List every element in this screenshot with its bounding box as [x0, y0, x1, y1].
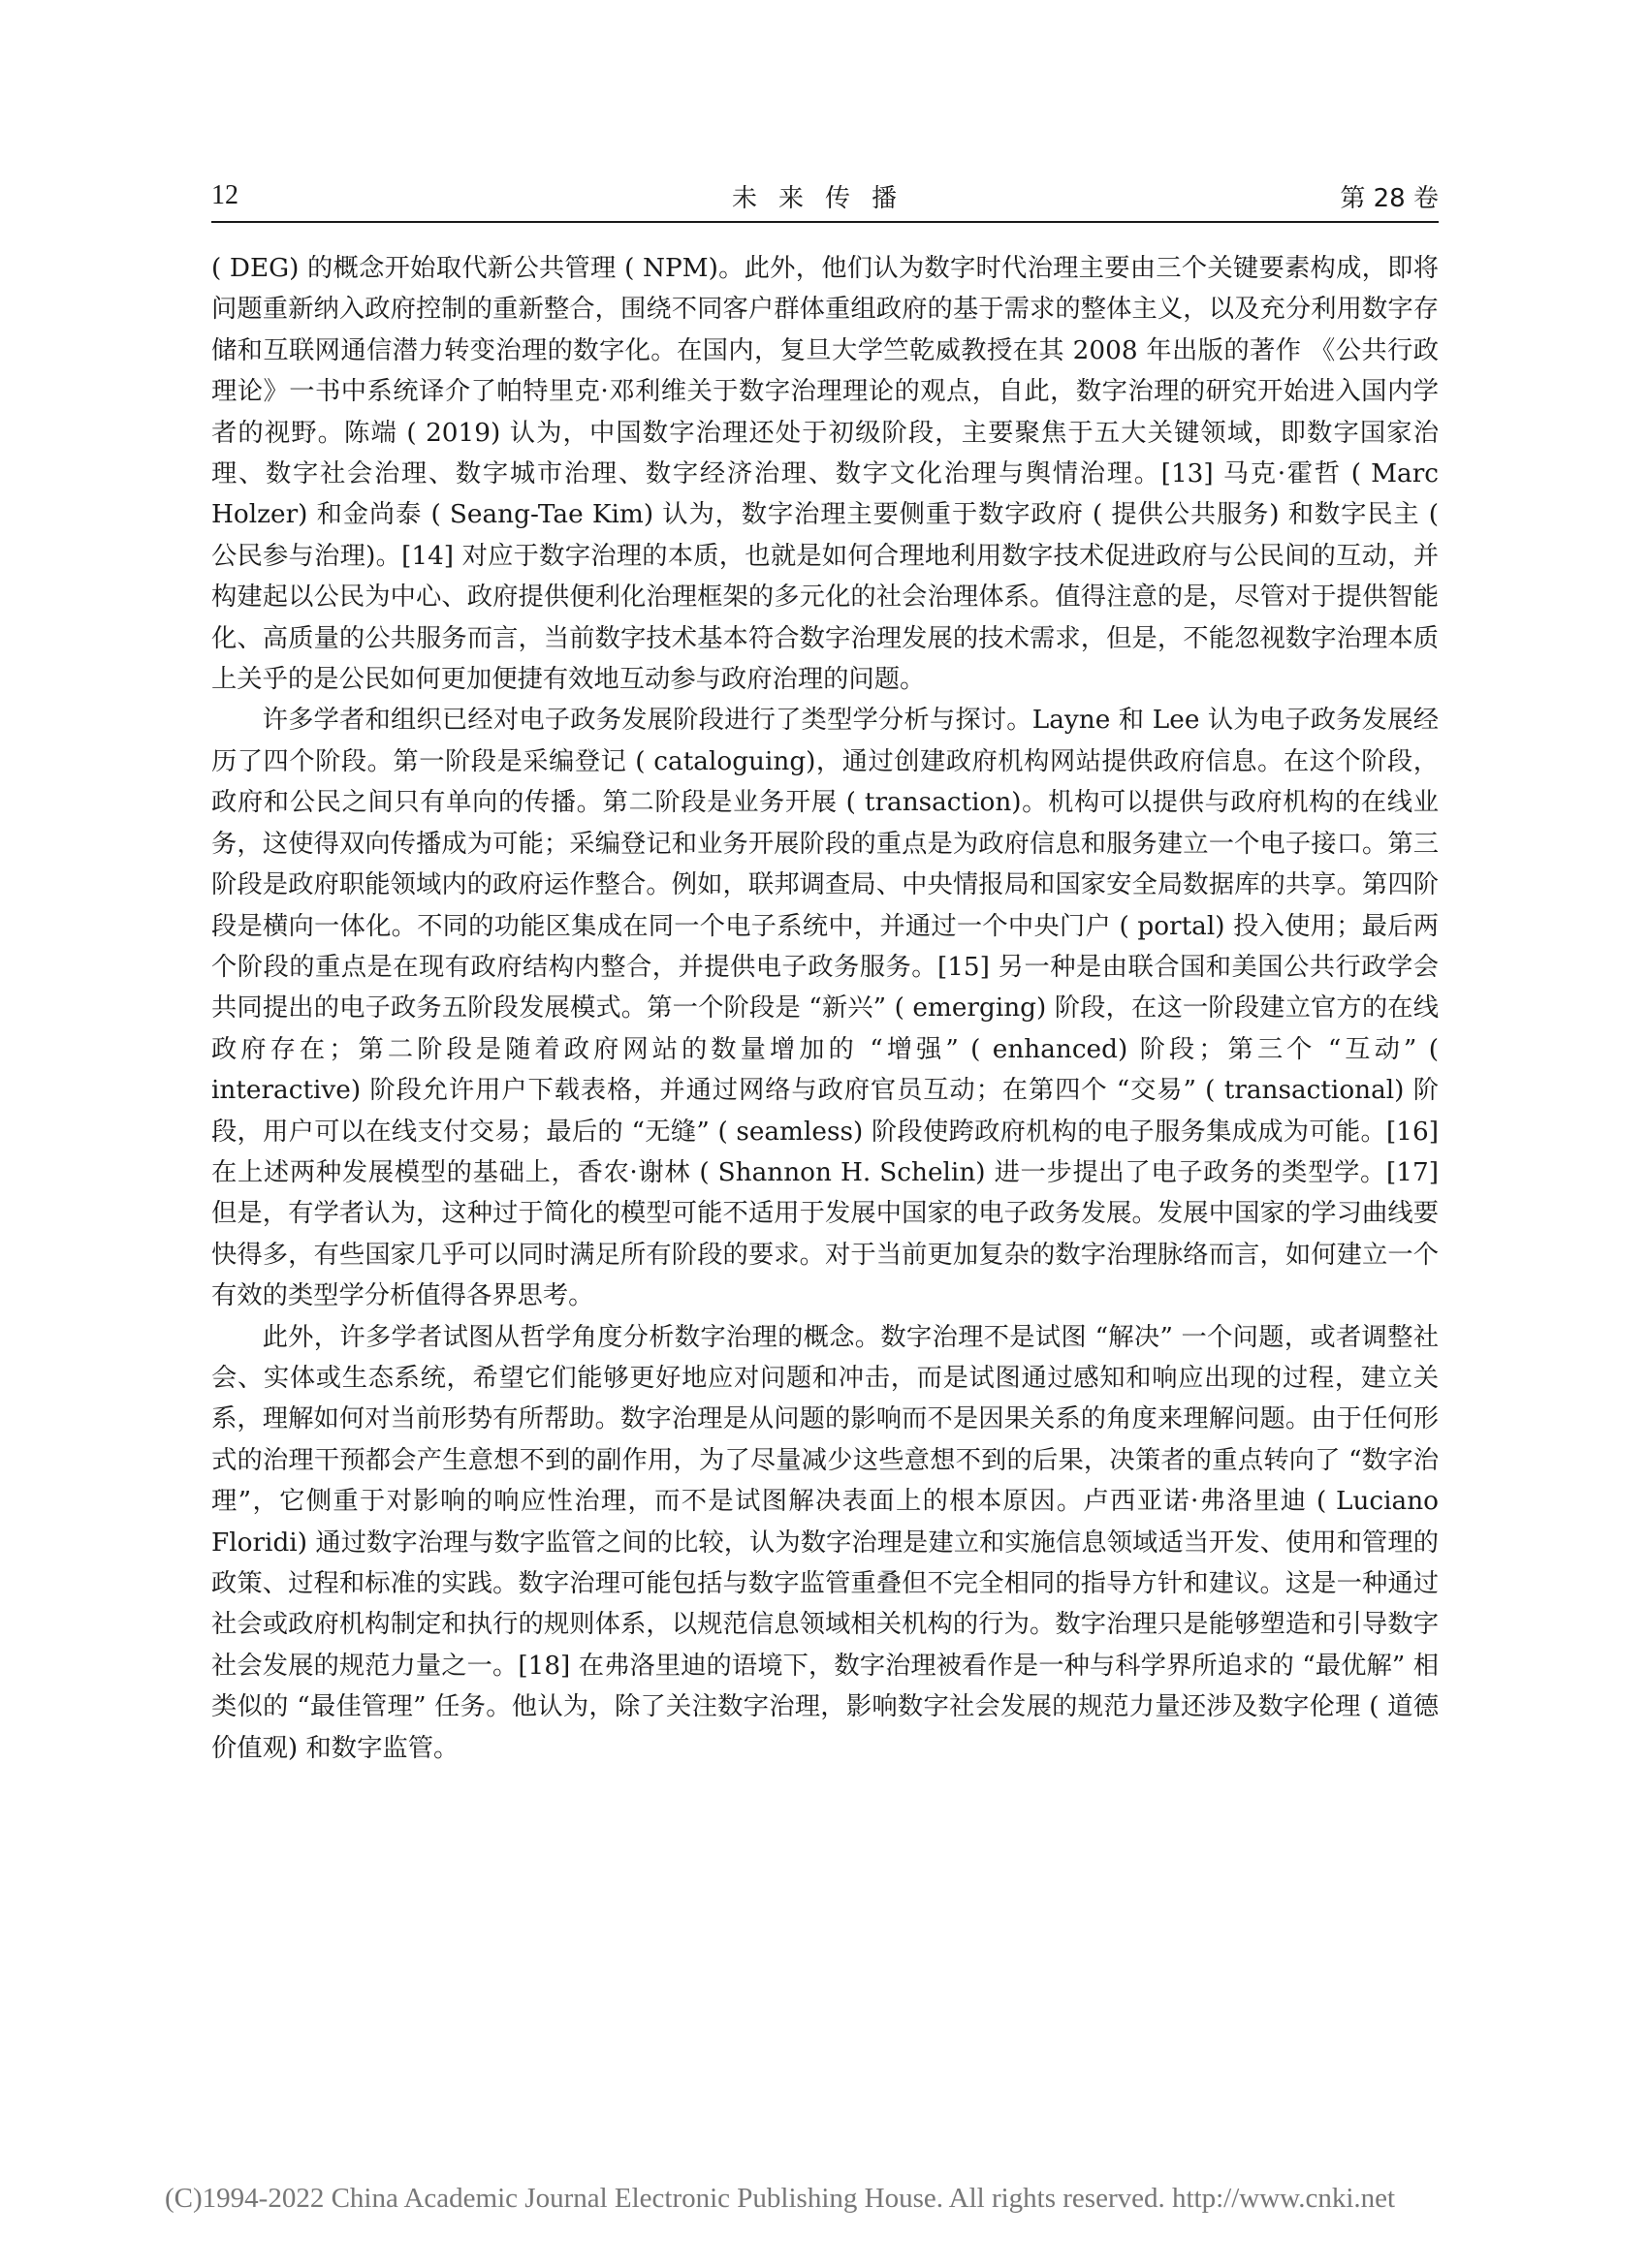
paragraph-continued: ( DEG) 的概念开始取代新公共管理 ( NPM)。此外，他们认为数字时代治理主要由三个关键要素构成，即将问题重新纳入政府控制的重新整合，围绕不同客户群体重组政府的基于需求的整体主义，以及充分利用数字存储和互联网通信潜力转变治理的数字化。在国内，复旦大学竺乾威教授在其 2008 年出版的著作 《公共行政理论》一书中系统译介了帕特里克·邓利维关于数字治理理论的观点，自此，数字治理的研究开始进入国内学者的视野。陈端 ( 2019) 认为，中国数字治理还处于初级阶段，主要聚焦于五大关键领域，即数字国家治理、数字社会治理、数字城市治理、数字经济治理、数字文化治理与舆情治理。[13] 马克·霍哲 ( Marc Holzer) 和金尚泰 ( Seang-Tae Kim) 认为，数字治理主要侧重于数字政府 ( 提供公共服务) 和数字民主 ( 公民参与治理)。[14] 对应于数字治理的本质，也就是如何合理地利用数字技术促进政府与公民间的互动，并构建起以公民为中心、政府提供便利化治理框架的多元化的社会治理体系。值得注意的是，尽管对于提供智能化、高质量的公共服务而言，当前数字技术基本符合数字治理发展的技术需求，但是，不能忽视数字治理本质上关乎的是公民如何更加便捷有效地互动参与政府治理的问题。 — [211, 254, 1439, 695]
paragraph-egov-stages: 许多学者和组织已经对电子政务发展阶段进行了类型学分析与探讨。Layne 和 Lee 认为电子政务发展经历了四个阶段。第一阶段是采编登记 ( cataloguing)，通过创建政府机构网站提供政府信息。在这个阶段，政府和公民之间只有单向的传播。第二阶段是业务开展 ( transaction)。机构可以提供与政府机构的在线业务，这使得双向传播成为可能；采编登记和业务开展阶段的重点是为政府信息和服务建立一个电子接口。第三阶段是政府职能领域内的政府运作整合。例如，联邦调查局、中央情报局和国家安全局数据库的共享。第四阶段是横向一体化。不同的功能区集成在同一个电子系统中，并通过一个中央门户 ( portal) 投入使用；最后两个阶段的重点是在现有政府结构内整合，并提供电子政务服务。[15] 另一种是由联合国和美国公共行政学会共同提出的电子政务五阶段发展模式。第一个阶段是 “新兴” ( emerging) 阶段，在这一阶段建立官方的在线政府存在；第二阶段是随着政府网站的数量增加的 “增强” ( enhanced) 阶段；第三个 “互动” ( interactive) 阶段允许用户下载表格，并通过网络与政府官员互动；在第四个 “交易” ( transactional) 阶段，用户可以在线支付交易；最后的 “无缝” ( seamless) 阶段使跨政府机构的电子服务集成成为可能。[16] 在上述两种发展模型的基础上，香农·谢林 ( Shannon H. Schelin) 进一步提出了电子政务的类型学。[17] 但是，有学者认为，这种过于简化的模型可能不适用于发展中国家的电子政务发展。发展中国家的学习曲线要快得多，有些国家几乎可以同时满足所有阶段的要求。对于当前更加复杂的数字治理脉络而言，如何建立一个有效的类型学分析值得各界思考。 — [211, 706, 1439, 1311]
copyright-footer: (C)1994-2022 China Academic Journal Electronic Publishing House. All rights reserved. http://www.cnki.net — [165, 2183, 1396, 2214]
article-body — [211, 248, 1439, 1769]
journal-title: 未来传播 — [731, 184, 918, 213]
paragraph-philosophy: 此外，许多学者试图从哲学角度分析数字治理的概念。数字治理不是试图 “解决” 一个问题，或者调整社会、实体或生态系统，希望它们能够更好地应对问题和冲击，而是试图通过感知和响应出现的过程，建立关系，理解如何对当前形势有所帮助。数字治理是从问题的影响而不是因果关系的角度来理解问题。由于任何形式的治理干预都会产生意想不到的副作用，为了尽量减少这些意想不到的后果，决策者的重点转向了 “数字治理”，它侧重于对影响的响应性治理，而不是试图解决表面上的根本原因。卢西亚诺·弗洛里迪 ( Luciano Floridi) 通过数字治理与数字监管之间的比较，认为数字治理是建立和实施信息领域适当开发、使用和管理的政策、过程和标准的实践。数字治理可能包括与数字监管重叠但不完全相同的指导方针和建议。这是一种通过社会或政府机构制定和执行的规则体系，以规范信息领域相关机构的行为。数字治理只是能够塑造和引导数字社会发展的规范力量之一。[18] 在弗洛里迪的语境下，数字治理被看作是一种与科学界所追求的 “最优解” 相类似的 “最佳管理” 任务。他认为，除了关注数字治理，影响数字社会发展的规范力量还涉及数字伦理 ( 道德价值观) 和数字监管。 — [211, 1322, 1439, 1763]
running-header — [211, 173, 1439, 223]
volume-label: 第 28 卷 — [1340, 184, 1439, 213]
page-number: 12 — [211, 180, 238, 210]
